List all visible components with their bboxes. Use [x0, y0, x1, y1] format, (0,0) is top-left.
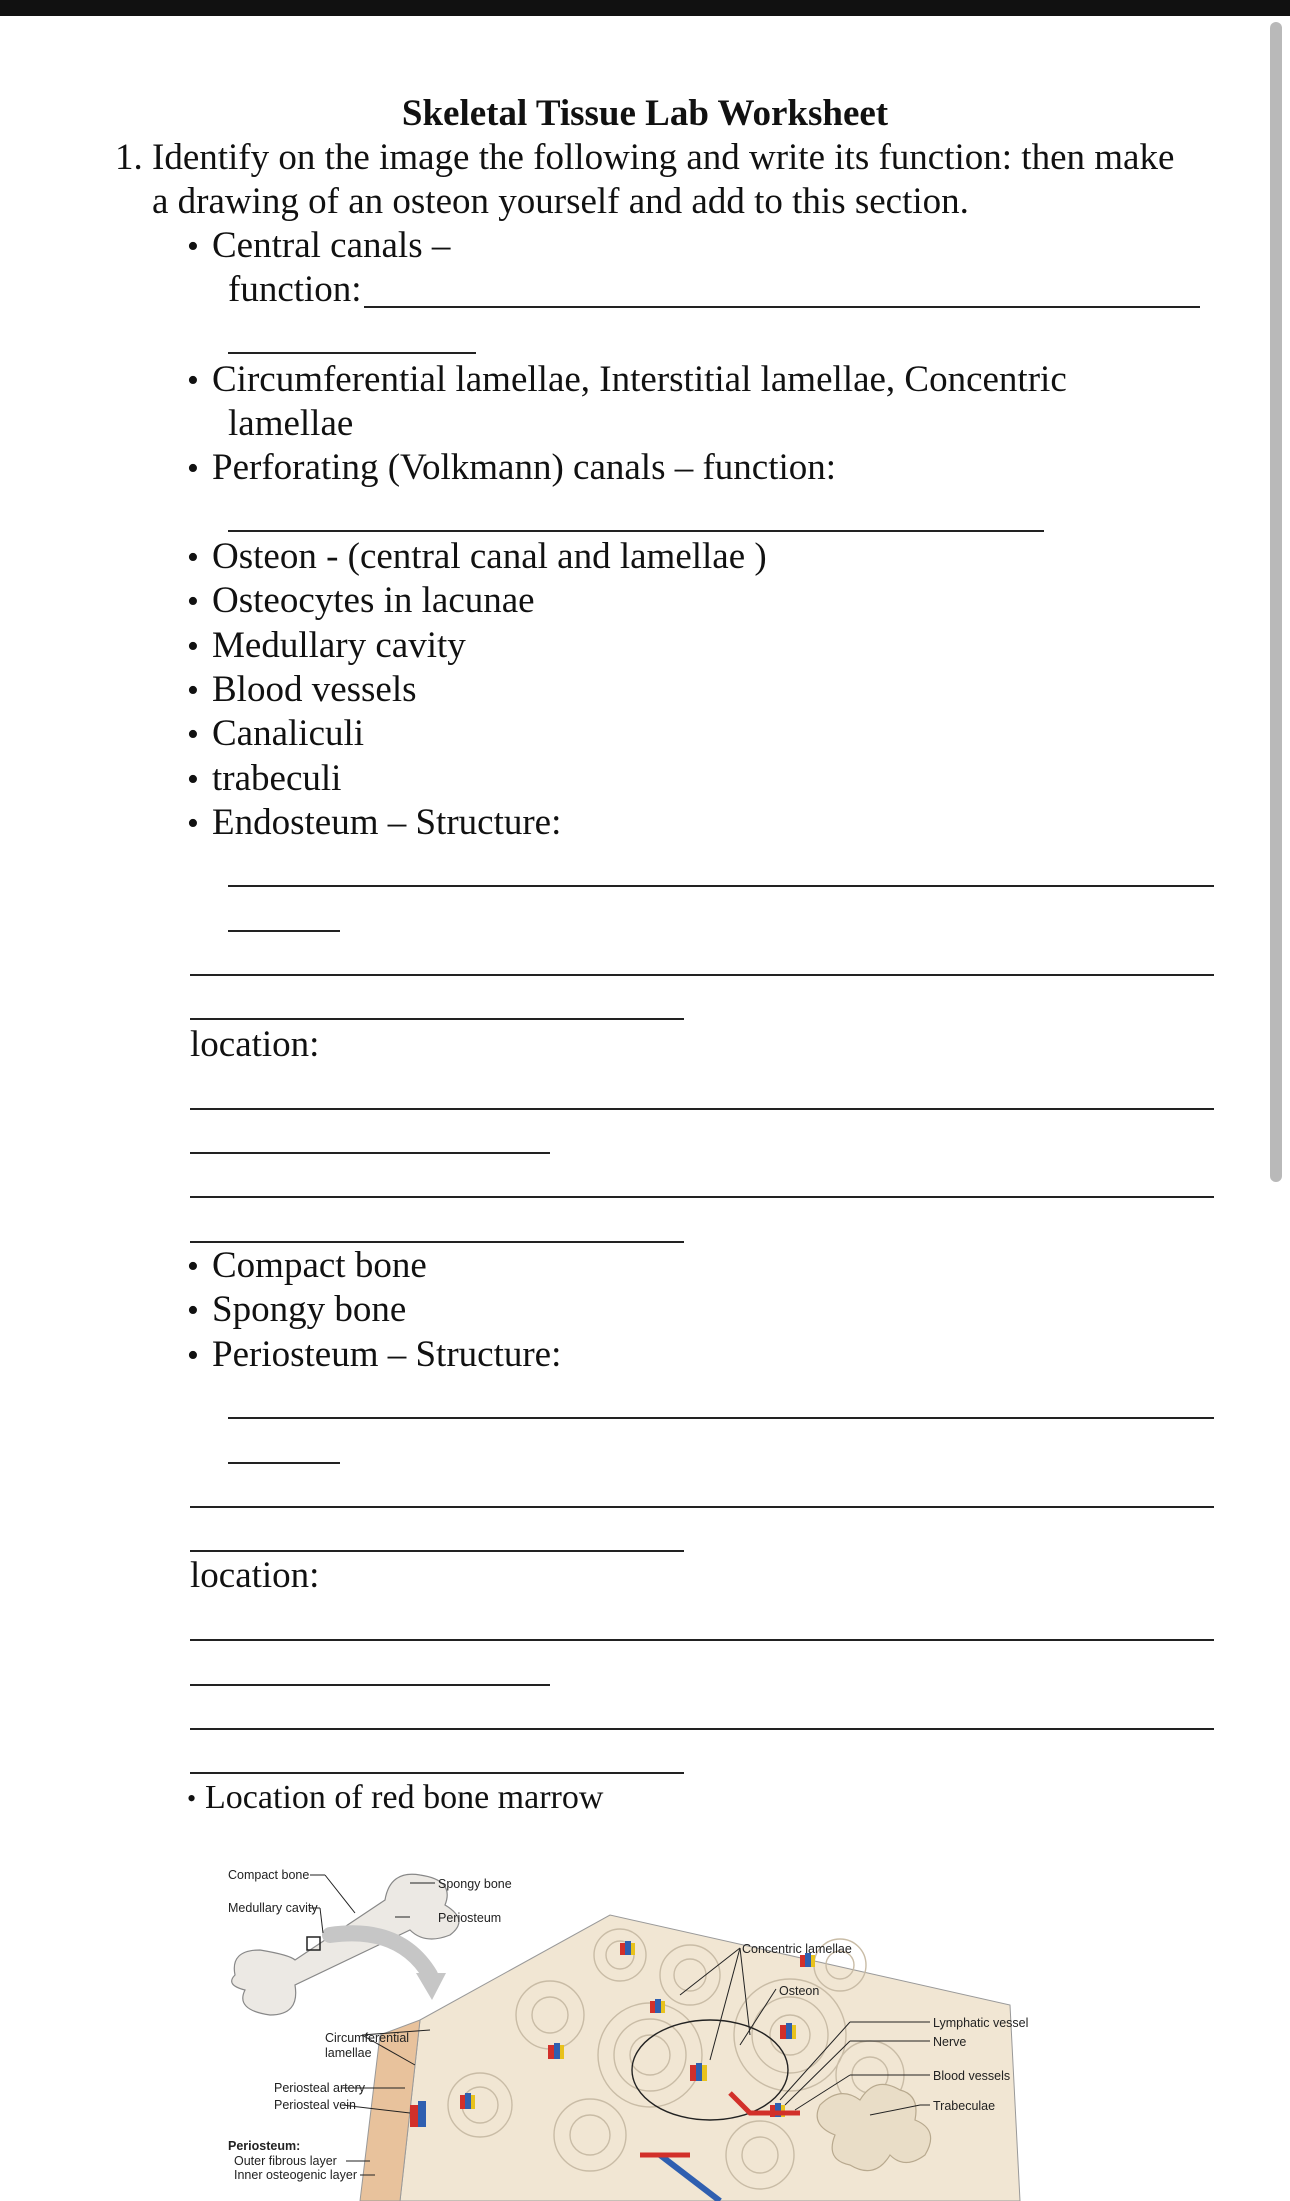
- question-number: 1.: [115, 137, 143, 178]
- item-osteon: Osteon - (central canal and lamellae ): [212, 536, 767, 577]
- item-spongy-bone: Spongy bone: [212, 1289, 407, 1330]
- bullet: •: [187, 228, 199, 265]
- window-top-bar: [0, 0, 1290, 16]
- answer-line[interactable]: [190, 1018, 684, 1020]
- answer-line[interactable]: [190, 1550, 684, 1552]
- question-line-1: Identify on the image the following and write its function: then make: [152, 137, 1175, 178]
- answer-line[interactable]: [190, 1108, 1214, 1110]
- answer-line[interactable]: [228, 930, 340, 932]
- fig-label-circumferential: Circumferential: [325, 2031, 410, 2045]
- bullet: •: [187, 583, 199, 620]
- bullet: •: [187, 450, 199, 487]
- bullet: •: [187, 1292, 199, 1329]
- answer-line[interactable]: [190, 1639, 1214, 1641]
- bullet: •: [187, 628, 199, 665]
- answer-line[interactable]: [190, 1152, 550, 1154]
- bullet: •: [187, 1337, 199, 1374]
- bullet: •: [187, 672, 199, 709]
- answer-line[interactable]: [228, 530, 1044, 532]
- bullet: •: [187, 1784, 197, 1813]
- fig-label-periosteum-heading: Periosteum:: [228, 2139, 301, 2153]
- bullet: •: [187, 716, 199, 753]
- answer-line[interactable]: [190, 1506, 1214, 1508]
- bone-block-illustration: [360, 1915, 1020, 2201]
- item-endosteum: Endosteum – Structure:: [212, 802, 562, 843]
- question-line-2: a drawing of an osteon yourself and add to this section.: [152, 181, 969, 222]
- fig-label-nerve: Nerve: [933, 2035, 967, 2049]
- fig-label-circumferential-2: lamellae: [325, 2046, 372, 2060]
- bullet: •: [187, 805, 199, 842]
- fig-label-periosteum: Periosteum: [438, 1911, 502, 1925]
- item-lamellae: Circumferential lamellae, Interstitial lamellae, Concentric: [212, 359, 1067, 400]
- item-periosteum: Periosteum – Structure:: [212, 1334, 562, 1375]
- answer-line[interactable]: [228, 885, 1214, 887]
- answer-line[interactable]: [364, 306, 1200, 308]
- item-trabeculi: trabeculi: [212, 758, 342, 799]
- item-central-canals: Central canals –: [212, 225, 451, 266]
- item-compact-bone: Compact bone: [212, 1245, 427, 1286]
- item-perforating-canals: Perforating (Volkmann) canals – function:: [212, 447, 837, 488]
- answer-line[interactable]: [228, 1417, 1214, 1419]
- answer-line[interactable]: [228, 1462, 340, 1464]
- fig-label-periosteal-artery: Periosteal artery: [274, 2081, 366, 2095]
- fig-label-osteon: Osteon: [779, 1984, 820, 1998]
- item-canaliculi: Canaliculi: [212, 713, 365, 754]
- item-lamellae-cont: lamellae: [228, 403, 354, 444]
- long-bone-illustration: [232, 1874, 459, 2015]
- answer-line[interactable]: [228, 352, 476, 354]
- answer-line[interactable]: [190, 1241, 684, 1243]
- item-osteocytes: Osteocytes in lacunae: [212, 580, 535, 621]
- scrollbar[interactable]: [1270, 22, 1282, 1182]
- item-blood-vessels: Blood vessels: [212, 669, 417, 710]
- item-medullary-cavity: Medullary cavity: [212, 625, 466, 666]
- fig-label-inner-osteogenic: Inner osteogenic layer: [234, 2168, 357, 2182]
- answer-line[interactable]: [190, 1728, 1214, 1730]
- bone-diagram: [220, 1855, 1080, 2201]
- answer-line[interactable]: [190, 1772, 684, 1774]
- answer-line[interactable]: [190, 974, 1214, 976]
- page-title: Skeletal Tissue Lab Worksheet: [401, 93, 889, 134]
- bullet: •: [187, 362, 199, 399]
- fig-label-trabeculae: Trabeculae: [933, 2099, 996, 2113]
- fig-label-compact-bone: Compact bone: [228, 1868, 310, 1882]
- fig-label-medullary-cavity: Medullary cavity: [228, 1901, 318, 1915]
- fig-label-outer-fibrous: Outer fibrous layer: [234, 2154, 337, 2168]
- bullet: •: [187, 539, 199, 576]
- fig-label-concentric-lamellae: Concentric lamellae: [742, 1942, 852, 1956]
- function-label: function:: [228, 269, 362, 310]
- bullet: •: [187, 1248, 199, 1285]
- location-label: location:: [190, 1024, 320, 1065]
- location-label: location:: [190, 1555, 320, 1596]
- item-red-bone-marrow: Location of red bone marrow: [205, 1779, 604, 1816]
- fig-label-periosteal-vein: Periosteal vein: [274, 2098, 356, 2112]
- answer-line[interactable]: [190, 1196, 1214, 1198]
- fig-label-lymphatic-vessel: Lymphatic vessel: [933, 2016, 1029, 2030]
- fig-label-spongy-bone: Spongy bone: [438, 1877, 512, 1891]
- bullet: •: [187, 761, 199, 798]
- fig-label-blood-vessels: Blood vessels: [933, 2069, 1011, 2083]
- answer-line[interactable]: [190, 1684, 550, 1686]
